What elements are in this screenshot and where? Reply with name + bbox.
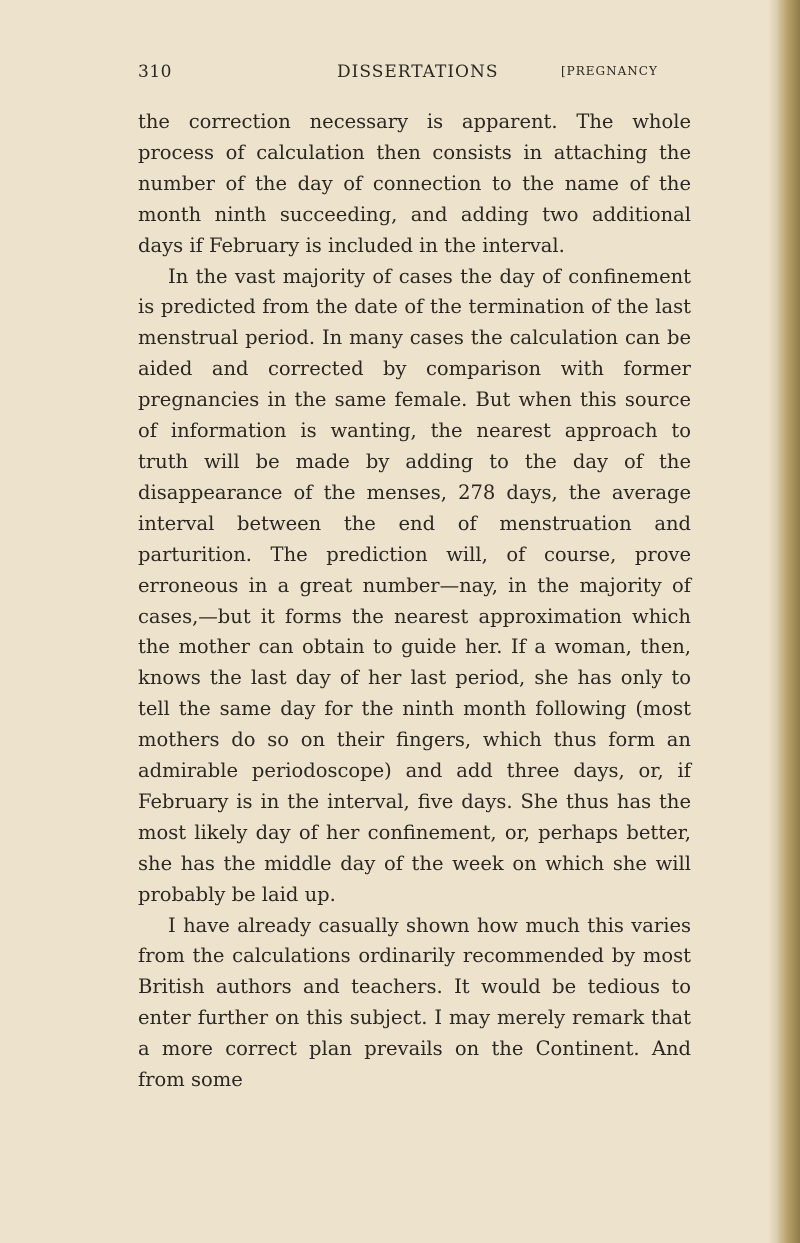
running-title: DISSERTATIONS [337,62,499,82]
page-number: 310 [138,62,172,82]
paragraph-2: In the vast majority of cases the day of confinement is predicted from the date of the termination of the last menstrual period. In many cases the calculation can be aided and corrected by comparison with former pregnancies in the same female. But when this source of information is wanting, the nearest approach to truth will be made by adding to the day of the disappearance of the menses, 278 days, the average interval between the end of menstruation and parturition. The prediction will, of course, prove erroneous in a great number—nay, in the majority of cases,—but it forms the nearest approximation which the mother can obtain to guide her. If a woman, then, knows the last day of her last period, she has only to tell the same day for the ninth month following (most mothers do so on their fingers, which thus form an admirable periodoscope) and add three days, or, if February is in the interval, five days. She thus has the most likely day of her confinement, or, perhaps better, she has the middle day of the week on which she will probably be laid up. [138,264,691,906]
page-shadow [768,0,778,1243]
running-section: [PREGNANCY [561,64,658,78]
running-head [138,58,686,90]
page-edge [778,0,800,1243]
paragraph-1: the correction necessary is apparent. The whole process of calculation then consists in attaching the number of the day of connection to the name of the month ninth succeeding, and adding two additional days if February is included in the interval. [138,110,691,257]
body-text [138,107,691,1096]
paragraph-3: I have already casually shown how much this varies from the calculations ordinarily recommended by most British authors and teachers. It would be tedious to enter further on this subject. I may merely remark that a more correct plan prevails on the Continent. And from some [138,913,691,1092]
